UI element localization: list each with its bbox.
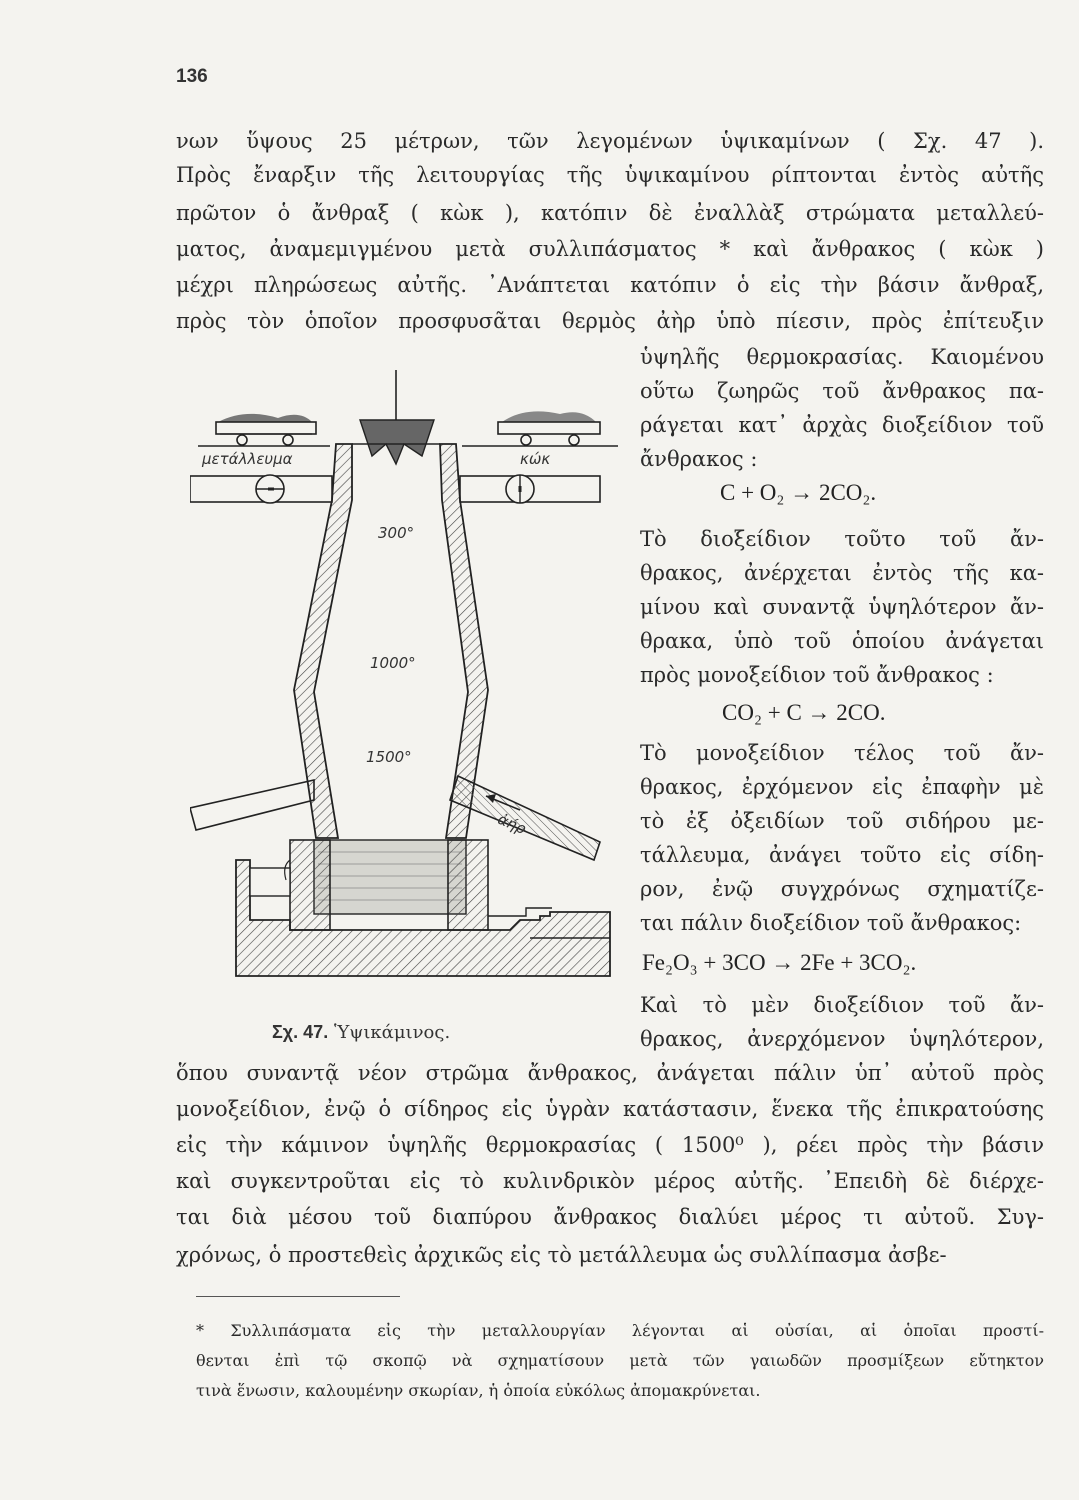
- charge-bell: [360, 420, 434, 464]
- column-line: πρὸς μονοξείδιον τοῦ ἄνθρακος :: [640, 663, 994, 687]
- figure-caption: [272, 1022, 450, 1043]
- gas-duct-right: [460, 475, 600, 503]
- column-line: ρον, ἐνῷ συγχρόνως σχηματίζε-: [640, 877, 1044, 901]
- molten-iron-pool: [314, 840, 466, 914]
- label-coke: κώκ: [520, 450, 551, 468]
- column-line: ται πάλιν διοξείδιον τοῦ ἄνθρακος:: [640, 911, 1022, 935]
- body-line: ματος, ἀναμεμιγμένου μετὰ συλλιπάσματος * καὶ ἄνθρακος ( κὼκ ): [176, 237, 1044, 261]
- text-column-para4: [640, 988, 1044, 1056]
- footnote-line: * Συλλιπάσματα εἰς τὴν μεταλλουργίαν λέγονται αἱ οὐσίαι, αἱ ὁποῖαι προστί-: [196, 1321, 1044, 1340]
- column-line: ράγεται κατ᾿ ἀρχὰς διοξείδιον τοῦ: [640, 413, 1044, 437]
- column-line: τάλλευμα, ἀνάγει τοῦτο εἰς σίδη-: [640, 843, 1044, 867]
- text-column-para3: [640, 736, 1044, 940]
- body-line: εἰς τὴν κάμινον ὑψηλῆς θερμοκρασίας ( 1500⁰ ), ρέει πρὸς τὴν βάσιν: [176, 1133, 1044, 1157]
- column-line: Τὸ μονοξείδιον τέλος τοῦ ἄν-: [640, 741, 1044, 765]
- column-line: Καὶ τὸ μὲν διοξείδιον τοῦ ἄν-: [640, 993, 1044, 1017]
- tuyere-left: [190, 780, 314, 830]
- hearth-block-right: [448, 840, 488, 930]
- body-line: Πρὸς ἔναρξιν τῆς λειτουργίας τῆς ὑψικαμίνου ρίπτονται ἐντὸς αὐτῆς: [176, 163, 1044, 187]
- body-line: πρῶτον ὁ ἄνθραξ ( κὼκ ), κατόπιν δὲ ἐναλλὰξ στρώματα μεταλλεύ-: [176, 201, 1044, 225]
- body-line: νων ὕψους 25 μέτρων, τῶν λεγομένων ὑψικαμίνων ( Σχ. 47 ).: [176, 129, 1044, 153]
- footnote-rule: [196, 1296, 400, 1297]
- body-line: μέχρι πληρώσεως αὐτῆς. ᾿Ανάπτεται κατόπιν ὁ εἰς τὴν βάσιν ἄνθραξ,: [176, 273, 1044, 297]
- ore-cart-left-icon: [198, 414, 330, 446]
- furnace-wall-left: [294, 444, 352, 838]
- equation-2: CO₂ + C → 2CO.: [722, 700, 886, 725]
- coke-cart-right-icon: [462, 411, 618, 446]
- column-line: θρακος, ἐρχόμενον εἰς ἐπαφὴν μὲ: [640, 775, 1044, 799]
- body-line: καὶ συγκεντροῦται εἰς τὸ κυλινδρικὸν μέρος αὐτῆς. ᾿Επειδὴ δὲ διέρχε-: [176, 1169, 1044, 1193]
- temperature-top: 300°: [378, 524, 415, 542]
- text-column-para1: [640, 340, 1044, 476]
- body-line: ται διὰ μέσου τοῦ διαπύρου ἄνθρακος διαλύει μέρος τι αὐτοῦ. Συγ-: [176, 1205, 1044, 1229]
- equation-3: Fe₂O₃ + 3CO → 2Fe + 3CO₂.: [642, 950, 917, 975]
- body-line: μονοξείδιον, ἐνῷ ὁ σίδηρος εἰς ὑγρὰν κατάστασιν, ἕνεκα τῆς ἐπικρατούσης: [176, 1097, 1044, 1121]
- page-number: 136: [176, 66, 208, 87]
- figure-caption-text: Ὑψικάμινος.: [333, 1022, 451, 1043]
- temperature-mid: 1000°: [370, 654, 416, 672]
- slag-trough-left: [250, 868, 290, 896]
- body-line: χρόνως, ὁ προστεθεὶς ἀρχικῶς εἰς τὸ μετάλλευμα ὡς συλλίπασμα ἀσβε-: [176, 1243, 947, 1267]
- footnote-line: τινὰ ἕνωσιν, καλουμένην σκωρίαν, ἡ ὁποία εὐκόλως ἀπομακρύνεται.: [196, 1381, 761, 1400]
- hearth-block-left: [290, 840, 330, 930]
- blast-furnace-figure: [190, 360, 630, 1000]
- column-line: ἄνθρακος :: [640, 447, 758, 471]
- label-air: ἀήρ: [494, 809, 529, 839]
- gas-duct-left: [190, 475, 332, 503]
- column-line: θρακος, ἀνέρχεται ἐντὸς τῆς κα-: [640, 561, 1044, 585]
- column-line: θρακα, ὑπὸ τοῦ ὁποίου ἀνάγεται: [640, 629, 1044, 653]
- body-line: ὅπου συναντᾷ νέον στρῶμα ἄνθρακος, ἀνάγεται πάλιν ὑπ᾿ αὐτοῦ πρὸς: [176, 1061, 1044, 1085]
- body-line: πρὸς τὸν ὁποῖον προσφυσᾶται θερμὸς ἀὴρ ὑπὸ πίεσιν, πρὸς ἐπίτευξιν: [176, 309, 1044, 333]
- text-column-para2: [640, 522, 1044, 692]
- column-line: τὸ ἐξ ὀξειδίων τοῦ σιδήρου με-: [640, 809, 1044, 833]
- column-line: Τὸ διοξείδιον τοῦτο τοῦ ἄν-: [640, 527, 1044, 551]
- temperature-low: 1500°: [366, 748, 412, 766]
- column-line: μίνου καὶ συναντᾷ ὑψηλότερον ἄν-: [640, 595, 1044, 619]
- column-line: θρακος, ἀνερχόμενον ὑψηλότερον,: [640, 1027, 1044, 1051]
- column-line: οὕτω ζωηρῶς τοῦ ἄνθρακος πα-: [640, 379, 1044, 403]
- figure-caption-label: Σχ. 47.: [272, 1022, 329, 1042]
- tap-hole-right: [488, 908, 552, 916]
- label-ore: μετάλλευμα: [202, 450, 293, 468]
- equation-1: C + O₂ → 2CO₂.: [720, 480, 877, 505]
- column-line: ὑψηλῆς θερμοκρασίας. Καιομένου: [640, 345, 1044, 369]
- footnote-line: θενται ἐπὶ τῷ σκοπῷ νὰ σχηματίσουν μετὰ τῶν γαιωδῶν προσμίξεων εὔτηκτον: [196, 1351, 1044, 1370]
